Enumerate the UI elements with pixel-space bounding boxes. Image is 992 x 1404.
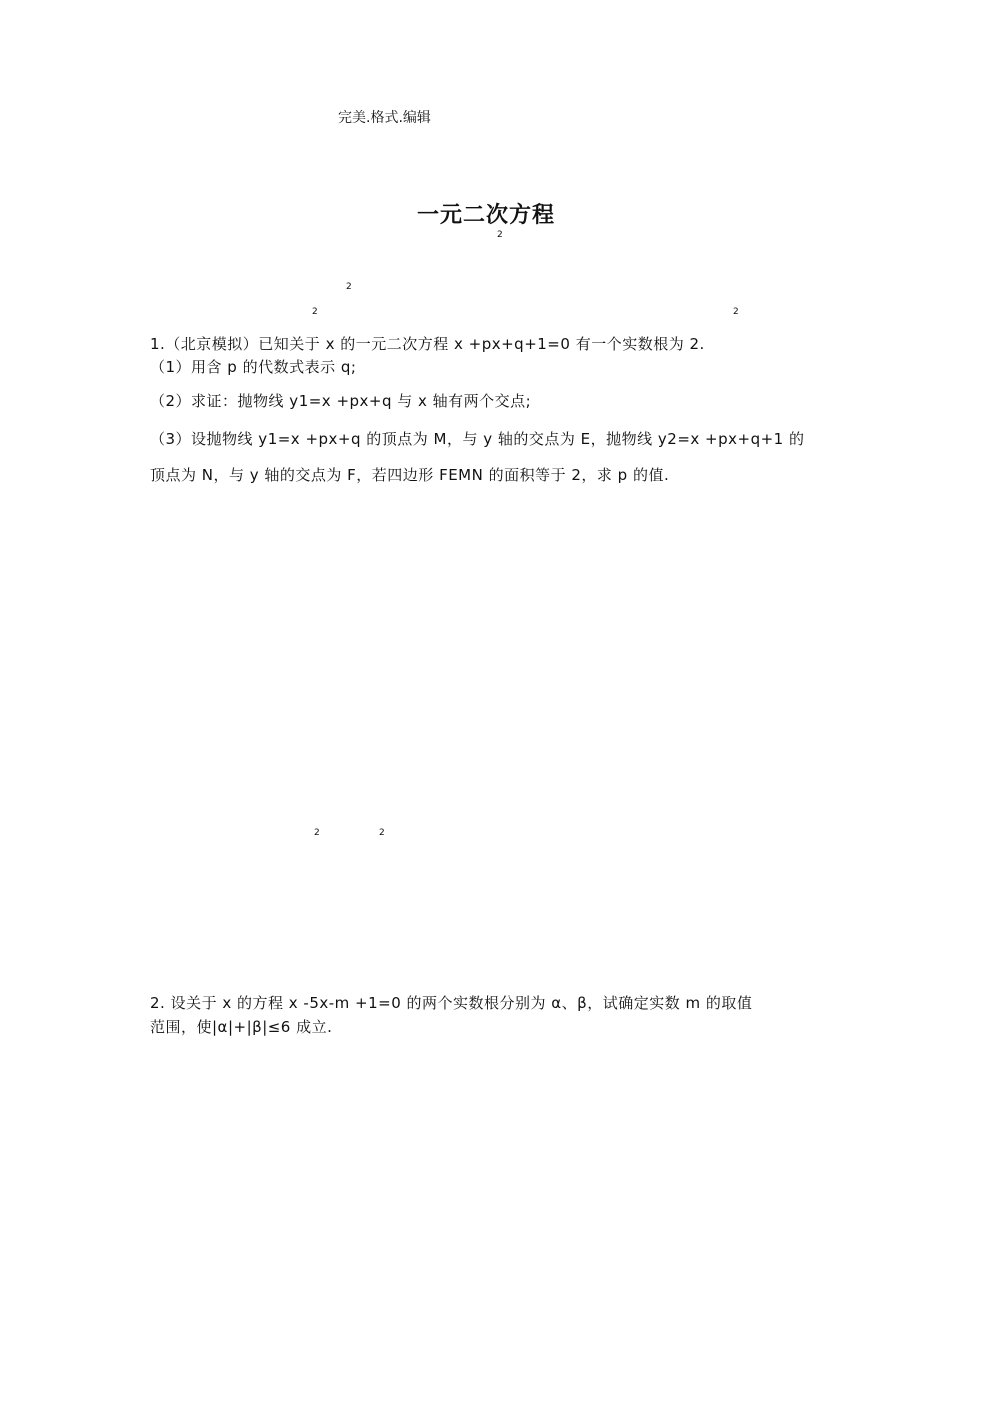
stray-superscript-mark: 2 bbox=[733, 307, 739, 317]
problem2-line1: 2. 设关于 x 的方程 x -5x-m +1=0 的两个实数根分别为 α、β，试确定实数 m 的取值 bbox=[150, 994, 753, 1012]
problem1-part3-line2: 顶点为 N，与 y 轴的交点为 F，若四边形 FEMN 的面积等于 2，求 p 的值. bbox=[150, 466, 670, 484]
stray-superscript-mark: 2 bbox=[312, 307, 318, 317]
page-header: 完美.格式.编辑 bbox=[338, 110, 431, 126]
stray-superscript-mark: 2 bbox=[379, 828, 385, 838]
problem1-part3-line1: （3）设抛物线 y1=x +px+q 的顶点为 M，与 y 轴的交点为 E，抛物线 y2=x +px+q+1 的 bbox=[150, 430, 805, 448]
stray-superscript-mark: 2 bbox=[346, 282, 352, 292]
problem1-part2: （2）求证：抛物线 y1=x +px+q 与 x 轴有两个交点; bbox=[150, 392, 532, 410]
stray-superscript-mark: 2 bbox=[314, 828, 320, 838]
problem1-part1: （1）用含 p 的代数式表示 q; bbox=[150, 358, 357, 376]
problem1-stem: 1.（北京模拟）已知关于 x 的一元二次方程 x +px+q+1=0 有一个实数根为 2. bbox=[150, 335, 705, 353]
stray-superscript-mark: 2 bbox=[497, 230, 503, 240]
page-title: 一元二次方程 bbox=[417, 203, 556, 228]
problem2-line2: 范围，使|α|+|β|≤6 成立. bbox=[150, 1018, 333, 1036]
